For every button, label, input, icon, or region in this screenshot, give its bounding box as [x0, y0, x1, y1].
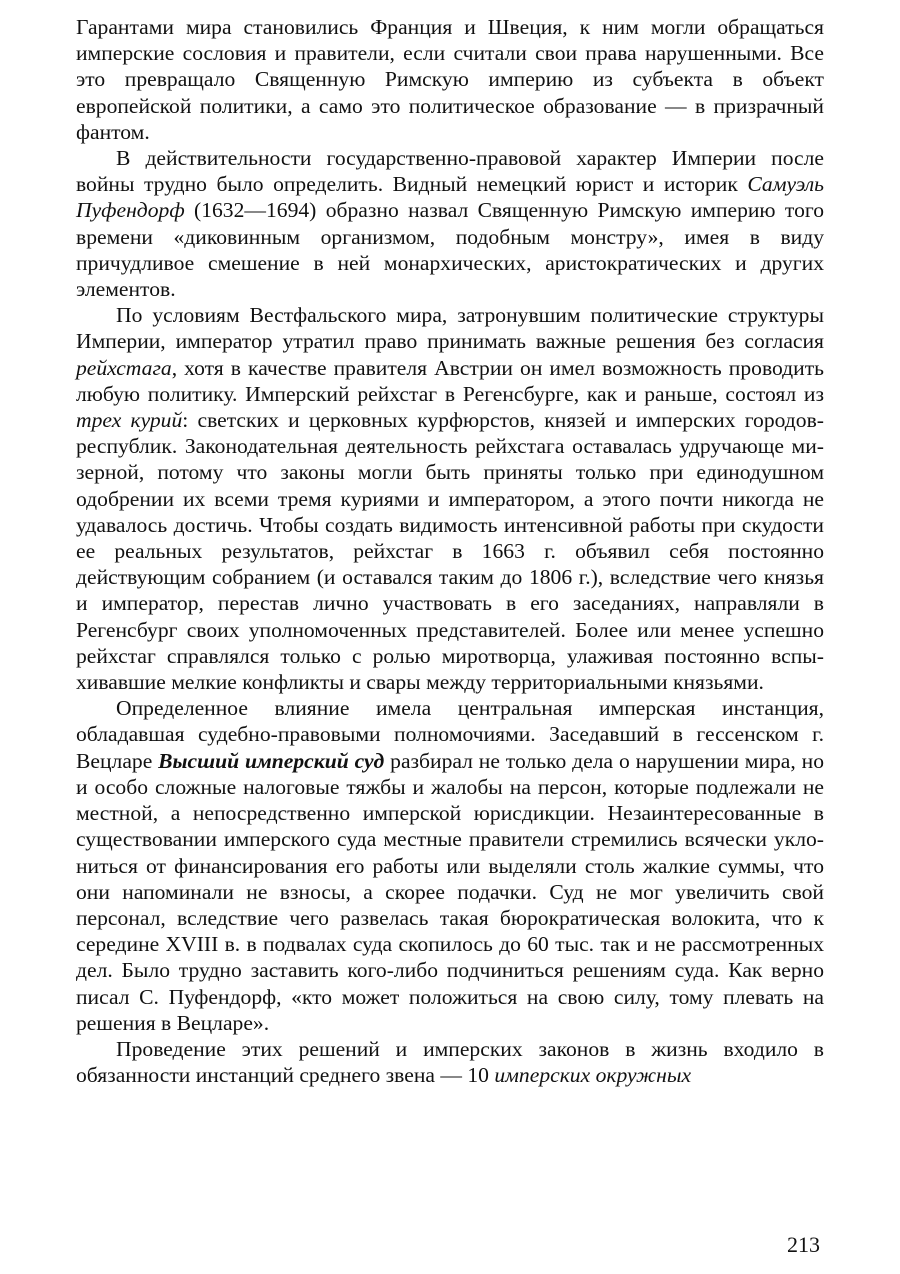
page-number: 213 — [787, 1232, 820, 1257]
text-run: разбирал не только дела о нарушении мира, но и особо сложные налоговые тяжбы и жалобы на персон, которые подлежали не местной, а непосредственно имперской юрисдикции. Незаинтересованные в существовании имперского суда местные правители стремились всячески уклониться от финансирования его работы или выделяли столь жалкие суммы, что они напоминали не взносы, а скорее подачки. Суд не мог увеличить свой персонал, вследствие чего развелась такая бюрократическая волокита, что к середине XVIII в. в подвалах суда скопилось до 60 тыс. так и не рассмотренных дел. Было трудно заставить кого-либо подчиниться решениям суда. Как верно писал С. Пуфендорф, «кто может положиться на свою силу, тому плевать на решения в Вецларе». — [76, 748, 825, 1035]
italic-term-imperial-circles: имперских окружных — [494, 1063, 692, 1088]
italic-term-pufendorf: Самуэль Пуфендорф — [76, 172, 824, 223]
paragraph-2 — [76, 145, 824, 302]
italic-term-reichstag: рейхстага — [76, 355, 172, 380]
paragraph-3 — [76, 302, 824, 695]
text-run: Гарантами мира становились Франция и Швеция, к ним могли обращаться имперские сословия и правители, если считали свои права нарушенными. Все это превращало Священную Римскую империю из субъекта в объект европейской политики, а само это политическое образование — в призрачный фантом. — [76, 15, 824, 144]
text-run: : светских и церковных курфюрстов, князей и имперских городов-республик. Законодательная деятельность рейхстага оставалась удручающе мизерной, потому что законы могли быть приняты только при единодушном одобрении их всеми тремя куриями и императором, а этого почти никогда не удавалось достичь. Чтобы создать видимость интенсивной работы при скудости ее реальных результатов, рейхстаг в 1663 г. объявил себя постоянно действующим собранием (и оставался таким до 1806 г.), вследствие чего князья и император, перестав лично участвовать в его заседаниях, направляли в Регенсбург своих уполномоченных представителей. Более или менее успешно рейхстаг справлялся только с ролью миротворца, улаживая постоянно вспыхивавшие мелкие конфликты и свары между территориальными князьями. — [76, 408, 824, 695]
bold-italic-term-supreme-court: Высший имперский суд — [158, 748, 385, 773]
text-run: Проведение этих решений и имперских законов в жизнь входило в обязанности инстанций среднего звена — 10 — [76, 1036, 824, 1088]
text-run: По условиям Вестфальского мира, затронувшим политические структуры Империи, император утратил право принимать важные решения без согласия — [76, 303, 824, 354]
text-run: Определенное влияние имела центральная имперская инстанция, обладавшая судебно-правовыми полномочиями. Заседавший в гессенском г. Вецларе — [76, 696, 824, 773]
italic-term-three-curiae: трех курий — [76, 408, 183, 433]
text-run: , хотя в качестве правителя Австрии он имел возможность проводить любую политику. Имперский рейхстаг в Регенсбурге, как и раньше, состоял из — [76, 355, 824, 406]
paragraph-1 — [76, 14, 824, 145]
page-body — [76, 14, 824, 1088]
paragraph-4 — [76, 695, 824, 1036]
text-run: (1632—1694) образно назвал Священную Римскую империю того времени «диковинным организмом, подобным монстру», имея в виду причудливое смешение в ней монархических, аристократических и других элементов. — [76, 198, 824, 302]
text-run: В действительности государственно-правовой характер Империи после войны трудно было определить. Видный немецкий юрист и историк — [76, 146, 824, 197]
paragraph-5 — [76, 1036, 824, 1088]
